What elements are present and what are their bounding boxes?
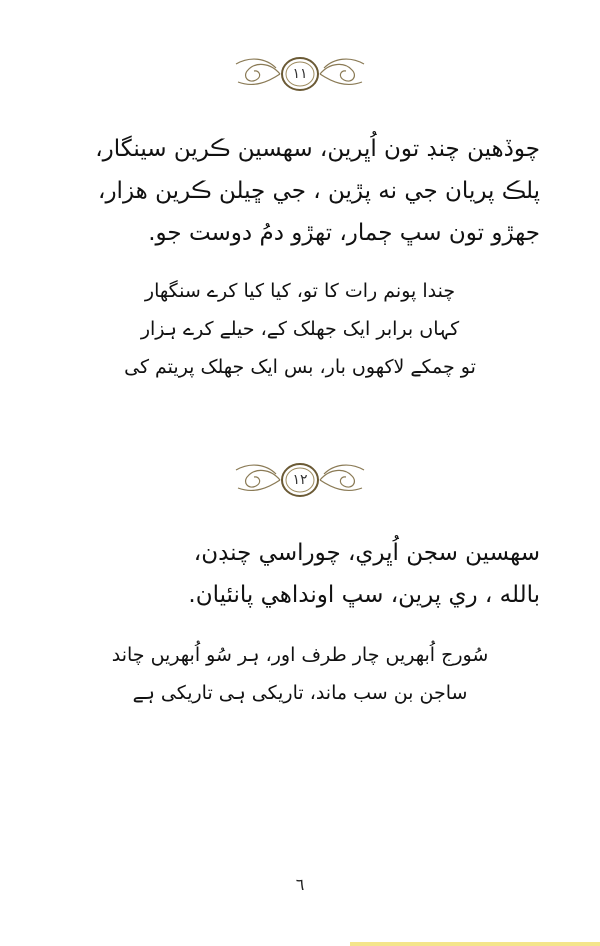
section-12-sindhi-verse (70, 532, 540, 616)
translation-line: کہاں برابر ایک جھلک کے، حیلے کرے ہزار (140, 318, 460, 340)
verse-line: پلڪ پريان جي نه پڙين ، جي ڇيلن ڪرين هزار، (98, 178, 540, 204)
translation-line: تو چمکے لاکھوں بار، بس ایک جھلک پریتم کی (124, 356, 476, 378)
verse-line: سهسين سجن اُڀري، چوراسي چنڊن، (193, 540, 540, 566)
translation-line: ساجن بن سب ماند، تاریکی ہی تاریکی ہے (132, 682, 468, 704)
verse-line: بالله ، ري پرين، سڀ اونداهي پانئيان. (188, 582, 540, 608)
section-12-ornament (230, 458, 370, 502)
section-11-urdu-translation (0, 272, 600, 386)
verse-line: جهڙو تون سڀ ڄمار، تهڙو دمُ دوست جو. (148, 220, 540, 246)
section-11-sindhi-verse (70, 128, 540, 254)
page-edge-strip (350, 942, 600, 946)
section-number: ١١ (292, 66, 308, 82)
page-number: ٦ (295, 875, 305, 894)
section-12-urdu-translation (0, 636, 600, 712)
translation-line: چندا پونم رات کا تو، کیا کیا کرے سنگھار (144, 280, 456, 302)
section-number: ١٢ (292, 472, 308, 488)
section-11-ornament (230, 52, 370, 96)
translation-line: سُورج اُبھریں چار طرف اور، ہر سُو اُبھریں چاند (111, 644, 489, 666)
verse-line: چوڏهين چنڊ تون اُڀرين، سهسين ڪرين سينگار، (95, 136, 540, 162)
